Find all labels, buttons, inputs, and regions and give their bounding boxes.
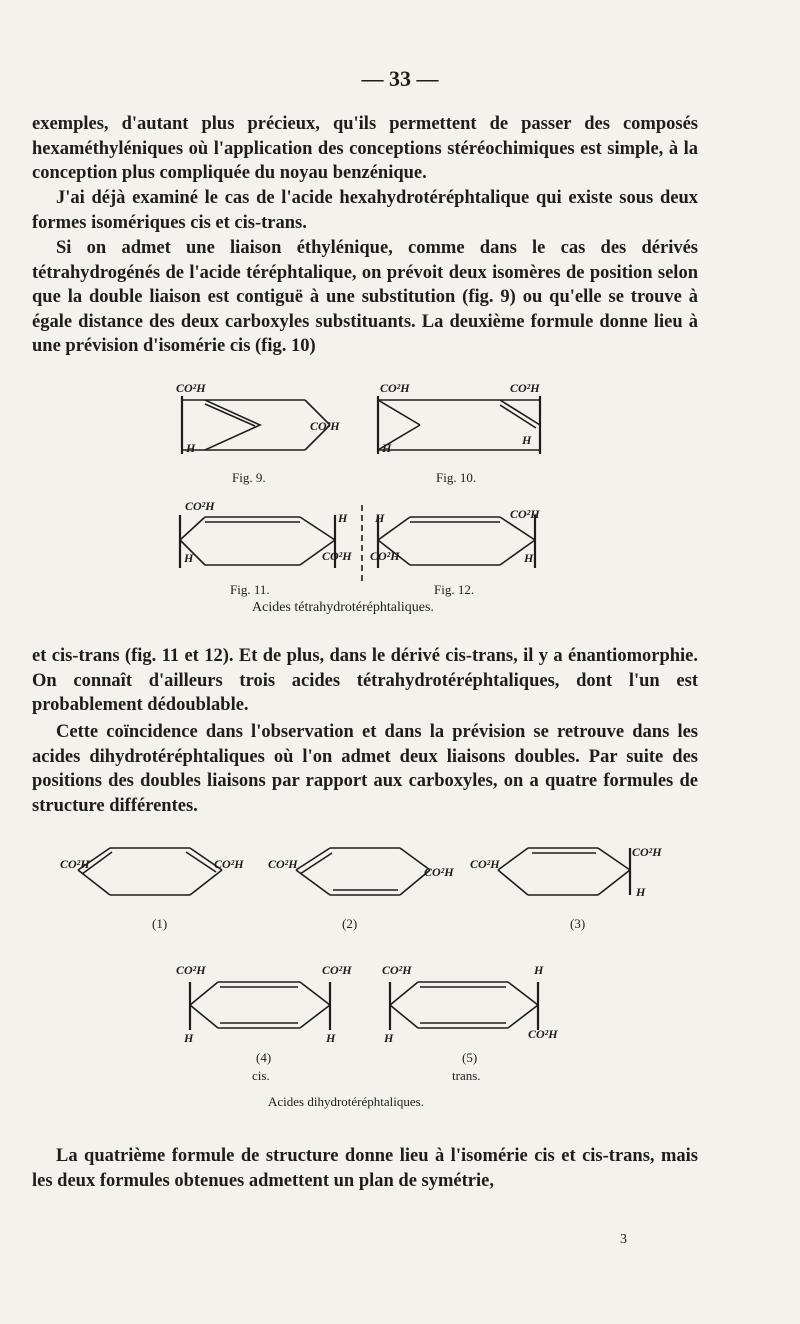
cis-label: cis. — [252, 1068, 270, 1083]
f3-co2h-left: CO²H — [470, 857, 500, 871]
paragraph-3: Si on admet une liaison éthylénique, comme dans le cas des dérivés tétrahydrogénés de l'acide téréphtalique, on prévoit deux isomères de position selon que la double liaison est contiguë à une substitution (fig. 9) ou qu'elle se trouve à égale distance des deux carboxyles substituants. La deuxième formule donne lieu à une prévision d'isomérie cis (fig. 10) — [32, 238, 698, 356]
trans-label: trans. — [452, 1068, 481, 1083]
fig11-label: Fig. 11. — [230, 582, 270, 597]
paragraph-1: exemples, d'autant plus précieux, qu'ils permettent de passer des composés hexaméthyléniques où l'application des conceptions stéréochimiques est simple, à la conception plus compliquée du noyau benzénique. — [32, 114, 698, 183]
f5-co2h-right: CO²H — [528, 1027, 558, 1041]
paragraph-6: La quatrième formule de structure donne lieu à l'isomérie cis et cis-trans, mais les deux formules obtenues admettent un plan de symétrie, — [32, 1146, 698, 1191]
paragraph-5: Cette coïncidence dans l'observation et dans la prévision se retrouve dans les acides dihydrotéréphtaliques où l'on admet deux liaisons doubles. Par suite des positions des doubles liaisons par rapport aux carboxyles, on a quatre formules de structure différentes. — [32, 722, 698, 816]
formula2-ring — [296, 848, 430, 895]
fig10-label: Fig. 10. — [436, 470, 477, 485]
f4-co2h-right: CO²H — [322, 963, 352, 977]
f3-h-label: H — [636, 885, 646, 899]
fig9-label: Fig. 9. — [232, 470, 266, 485]
fig12-co2h-left-label: CO²H — [370, 549, 400, 563]
f3-co2h-right: CO²H — [632, 845, 662, 859]
f2-co2h-right: CO²H — [424, 865, 454, 879]
fig11-co2h-label: CO²H — [185, 499, 215, 513]
fig10-co2h-right-label: CO²H — [510, 381, 540, 395]
formula5-label: (5) — [462, 1050, 478, 1065]
fig10-h-right-label: H — [522, 433, 532, 447]
f4-h-right: H — [326, 1031, 336, 1045]
formula4-ring — [190, 982, 330, 1030]
fig12-label: Fig. 12. — [434, 582, 475, 597]
dihydro-caption: Acides dihydrotéréphtaliques. — [268, 1094, 424, 1109]
fig12-h-left-label: H — [375, 511, 385, 525]
fig11-h-right-label: H — [338, 511, 348, 525]
f5-co2h-left: CO²H — [382, 963, 412, 977]
tetra-caption: Acides tétrahydrotéréphtaliques. — [252, 600, 434, 615]
formula4-label: (4) — [256, 1050, 272, 1065]
fig9-co2h-right-label: CO²H — [310, 419, 340, 433]
fig11-h-label: H — [184, 551, 194, 565]
formula5-ring — [390, 982, 538, 1030]
fig10-co2h-left-label: CO²H — [380, 381, 410, 395]
fig9-h-label: H — [186, 441, 196, 455]
fig11-co2h-right-label: CO²H — [322, 549, 352, 563]
paragraph-4: et cis-trans (fig. 11 et 12). Et de plus, dans le dérivé cis-trans, il y a énantiomorphie. On connaît d'ailleurs trois acides tétrahydrotéréphtaliques, dont l'un est probablement dédoublable. — [32, 646, 698, 715]
page-number: — 33 — — [361, 66, 439, 91]
fig12-h-right-label: H — [524, 551, 534, 565]
formula3-ring — [498, 848, 630, 895]
f5-h-right: H — [534, 963, 544, 977]
formula1-ring — [78, 848, 222, 895]
f4-co2h-left: CO²H — [176, 963, 206, 977]
f1-co2h-right: CO²H — [214, 857, 244, 871]
f1-co2h-left: CO²H — [60, 857, 90, 871]
formula3-label: (3) — [570, 916, 586, 931]
f5-h-left: H — [384, 1031, 394, 1045]
f4-h-left: H — [184, 1031, 194, 1045]
paragraph-2: J'ai déjà examiné le cas de l'acide hexahydrotéréphtalique qui existe sous deux formes isomériques cis et cis-trans. — [32, 188, 698, 233]
formula1-label: (1) — [152, 916, 168, 931]
fig12-co2h-right-label: CO²H — [510, 507, 540, 521]
f2-co2h-left: CO²H — [268, 857, 298, 871]
signature-mark: 3 — [620, 1232, 627, 1247]
formula2-label: (2) — [342, 916, 358, 931]
fig9-co2h-label: CO²H — [176, 381, 206, 395]
fig10-h-left-label: H — [382, 441, 392, 455]
